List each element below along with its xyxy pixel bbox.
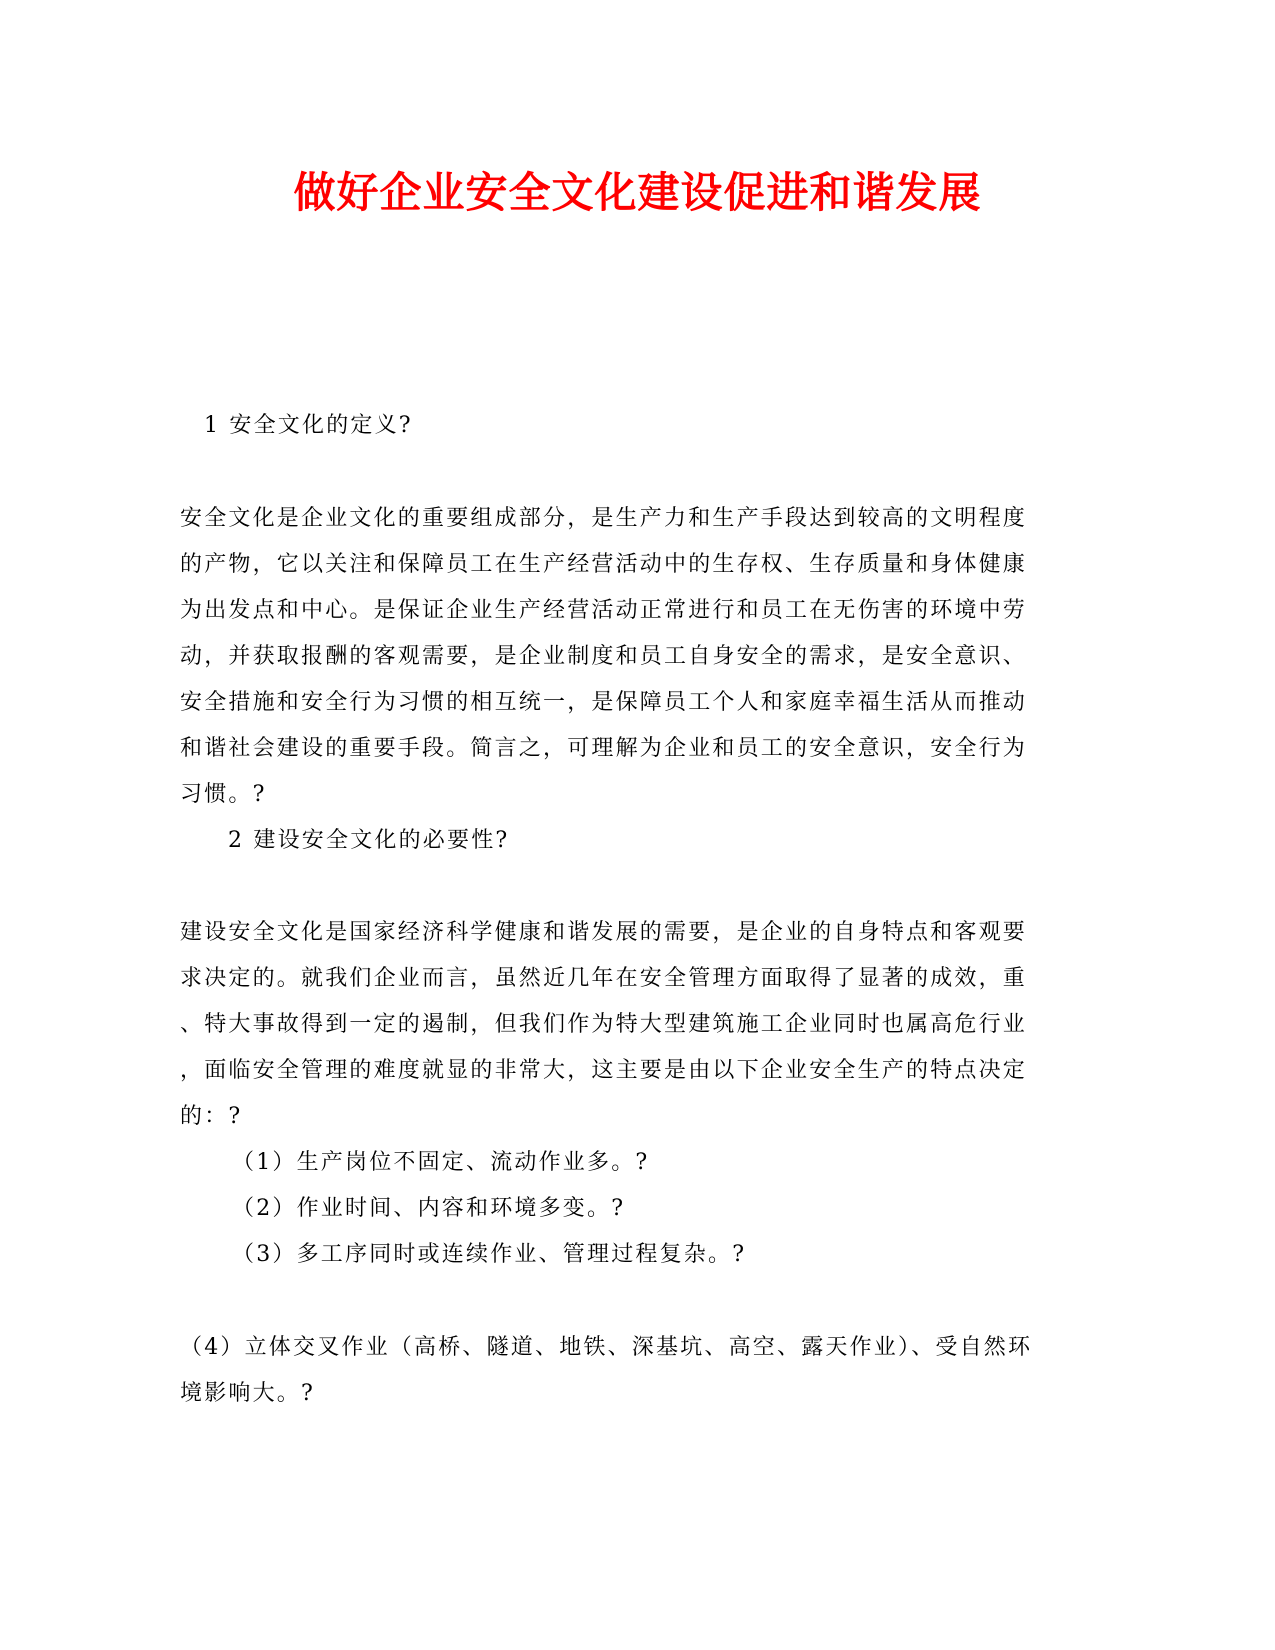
section1-line: 和谐社会建设的重要手段。简言之，可理解为企业和员工的安全意识，安全行为	[180, 736, 1028, 761]
section2-line: 建设安全文化是国家经济科学健康和谐发展的需要，是企业的自身特点和客观要	[180, 920, 1028, 945]
document-title: 做好企业安全文化建设促进和谐发展	[293, 168, 982, 217]
list-item: （2）作业时间、内容和环境多变。?	[232, 1196, 626, 1221]
section1-line: 的产物，它以关注和保障员工在生产经营活动中的生存权、生存质量和身体健康	[180, 552, 1028, 577]
section1-line: 为出发点和中心。是保证企业生产经营活动正常进行和员工在无伤害的环境中劳	[180, 598, 1028, 623]
section2-line: 求决定的。就我们企业而言，虽然近几年在安全管理方面取得了显著的成效，重	[180, 966, 1028, 991]
section2-line: 、特大事故得到一定的遏制，但我们作为特大型建筑施工企业同时也属高危行业	[180, 1012, 1028, 1037]
section2-line: 的：?	[180, 1104, 243, 1129]
section1-line: 安全措施和安全行为习惯的相互统一，是保障员工个人和家庭幸福生活从而推动	[180, 690, 1028, 715]
list-item: （4）立体交叉作业（高桥、隧道、地铁、深基坑、高空、露天作业）、受自然环	[180, 1335, 1033, 1360]
list-item: （3）多工序同时或连续作业、管理过程复杂。?	[232, 1242, 747, 1267]
list-item: （1）生产岗位不固定、流动作业多。?	[232, 1150, 650, 1175]
section2-heading: 2 建设安全文化的必要性?	[228, 828, 510, 853]
list-item-continuation: 境影响大。?	[180, 1381, 315, 1406]
section1-heading: 1 安全文化的定义?	[204, 413, 413, 438]
section1-line: 习惯。?	[180, 782, 267, 807]
section1-line: 安全文化是企业文化的重要组成部分，是生产力和生产手段达到较高的文明程度	[180, 506, 1028, 531]
section1-line: 动，并获取报酬的客观需要，是企业制度和员工自身安全的需求，是安全意识、	[180, 644, 1028, 669]
section2-line: ，面临安全管理的难度就显的非常大，这主要是由以下企业安全生产的特点决定	[180, 1058, 1028, 1083]
